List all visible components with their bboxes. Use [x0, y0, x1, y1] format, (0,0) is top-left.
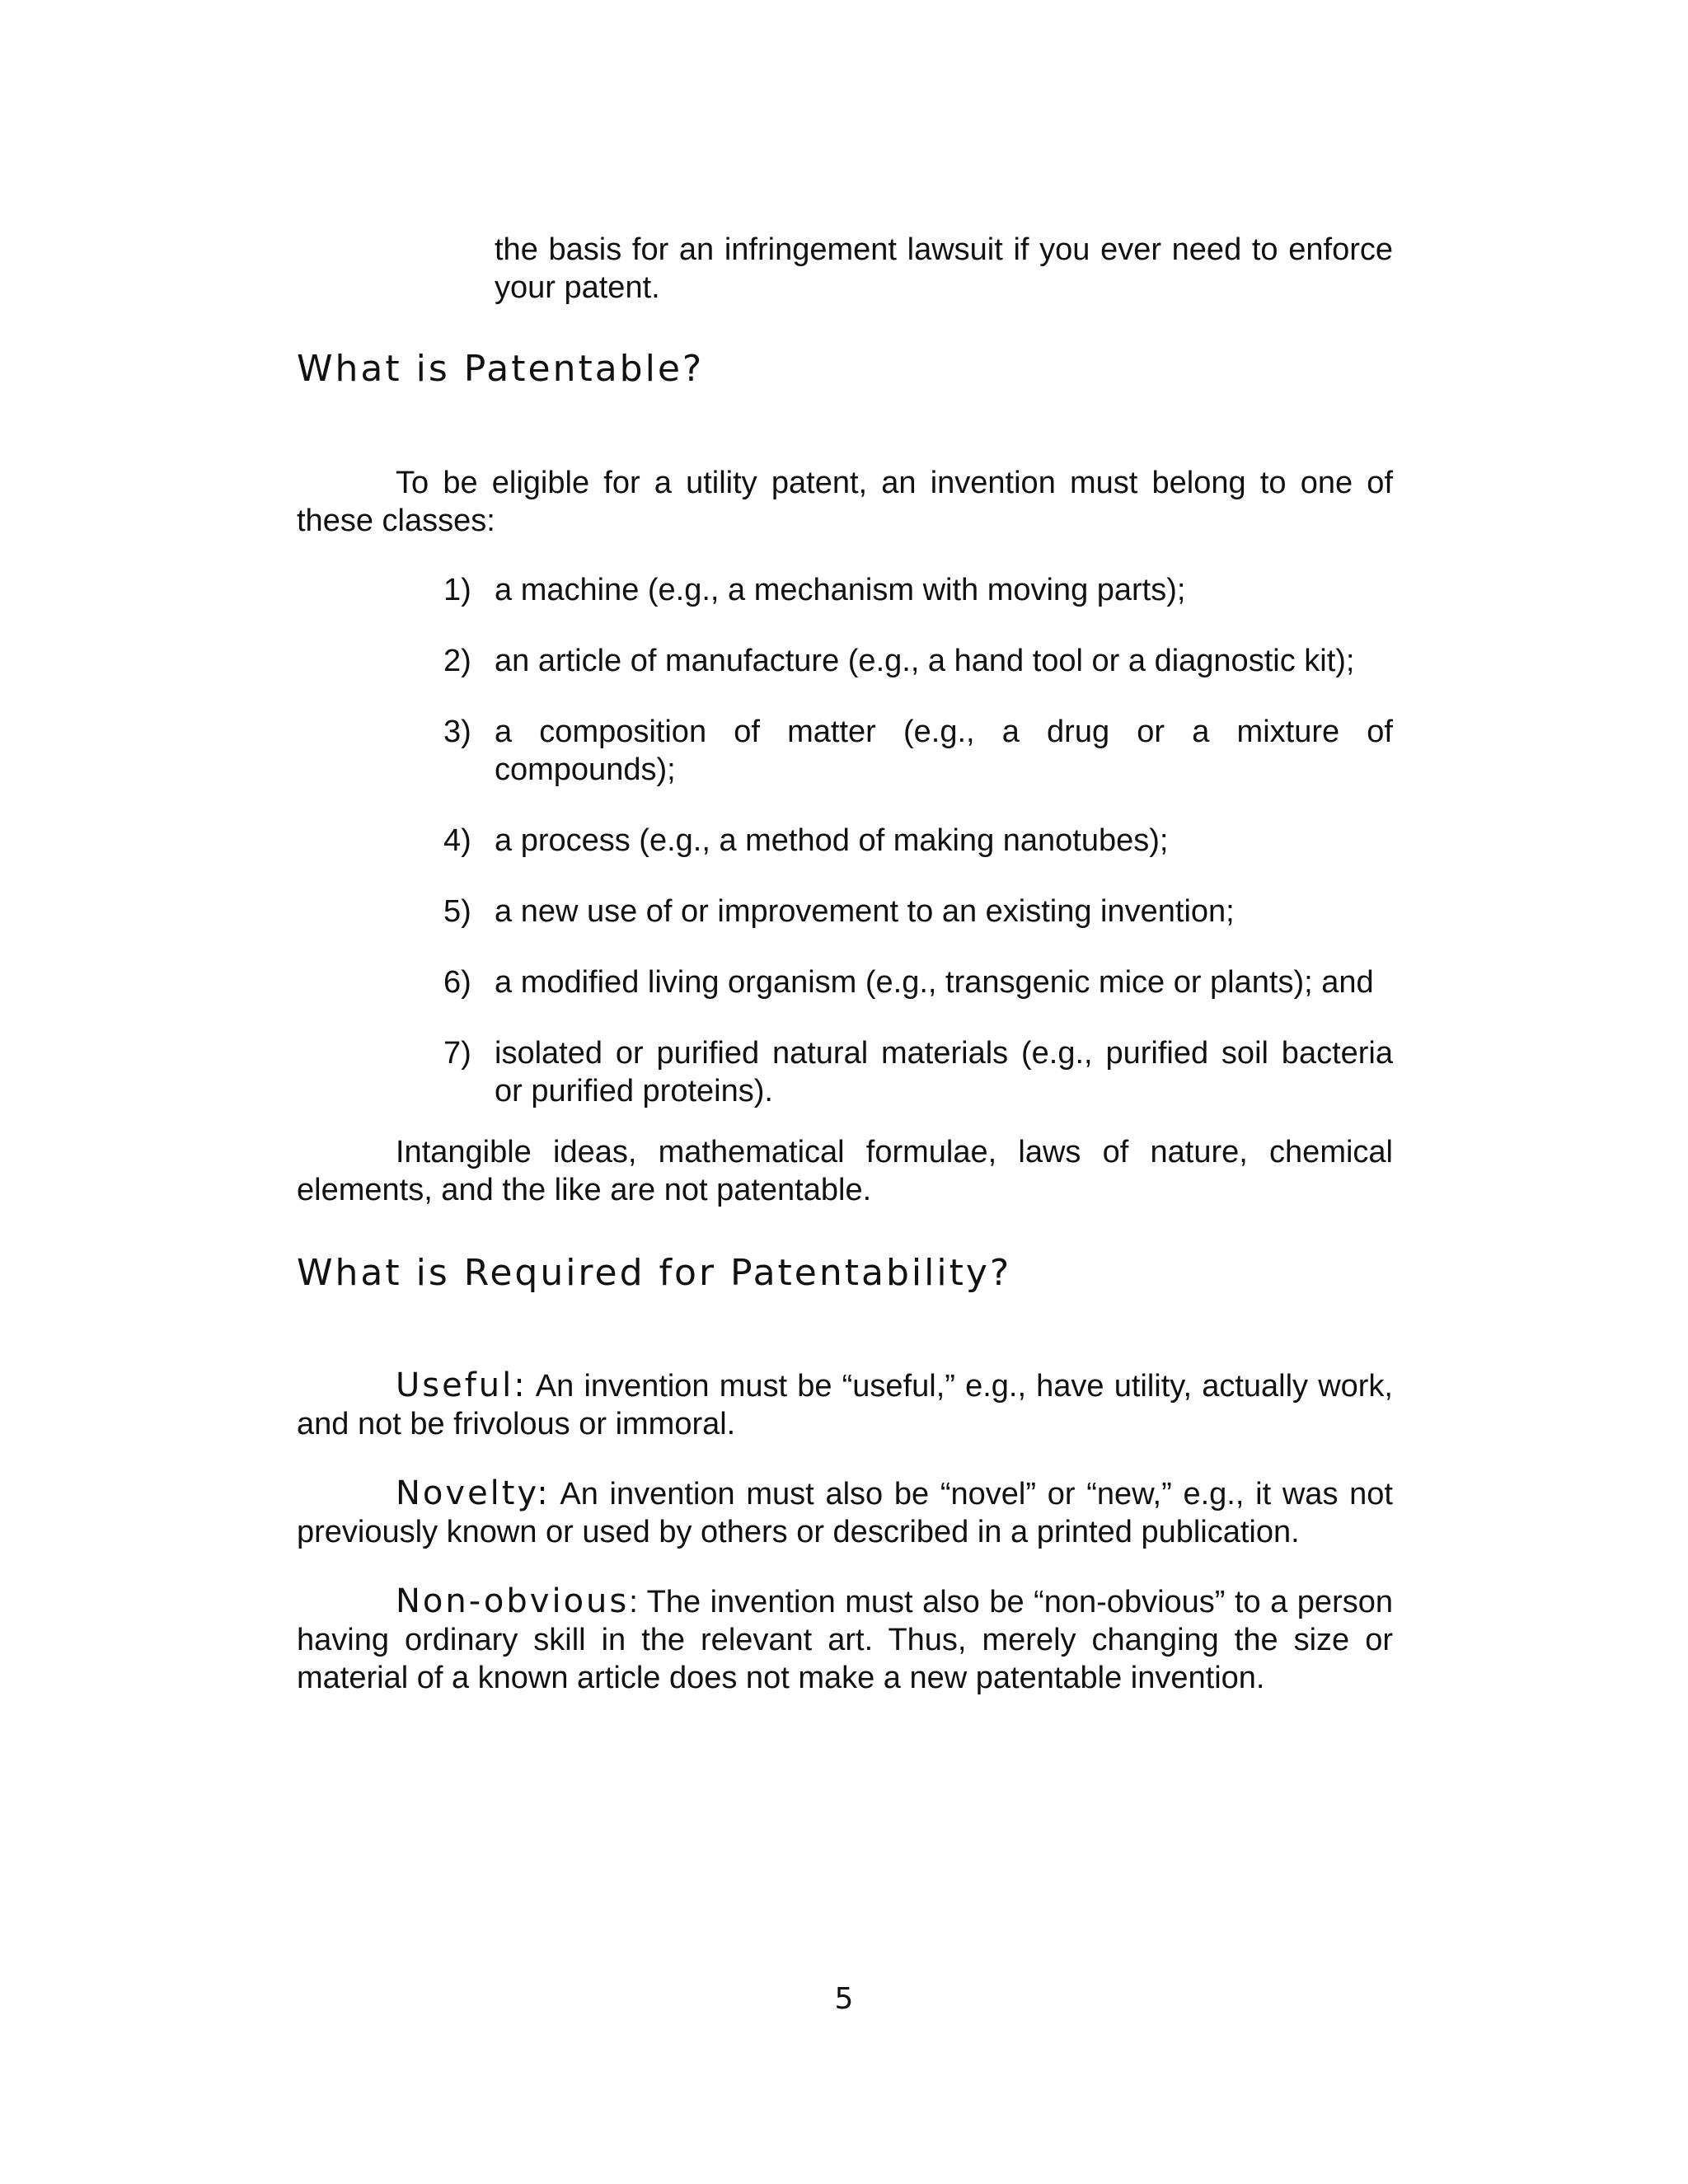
requirement-novelty [297, 1474, 1393, 1551]
intro-continuation: the basis for an infringement lawsuit if you ever need to enforce your patent. [495, 232, 1393, 305]
section-heading-requirements: What is Required for Patentability? [297, 1252, 1012, 1294]
patentable-classes-list [443, 571, 1393, 1110]
requirement-useful [297, 1366, 1393, 1443]
list-item: 3) a composition of matter (e.g., a drug or a mixture of compounds); [443, 715, 1393, 787]
requirement-non-obvious [297, 1582, 1393, 1697]
list-item: 6) a modified living organism (e.g., transgenic mice or plants); and [443, 965, 1374, 1000]
requirement-term: Novelty: [396, 1474, 551, 1512]
list-item: 2) an article of manufacture (e.g., a hand tool or a diagnostic kit); [443, 644, 1355, 678]
requirement-text: : The invention must also be “non-obvious” to a person having ordinary skill in the relevant art. Thus, merely changing the size or material of a known article does not make a new patentable invention. [297, 1585, 1393, 1695]
section-heading-patentable: What is Patentable? [297, 348, 705, 390]
page-number: 5 [834, 1982, 854, 2016]
requirement-text: An invention must be “useful,” e.g., have utility, actually work, and not be frivolous or immoral. [297, 1369, 1393, 1441]
section1-intro: To be eligible for a utility patent, an invention must belong to one of these classes: [297, 466, 1393, 538]
page-content [297, 231, 1393, 1697]
list-item: 4) a process (e.g., a method of making nanotubes); [443, 823, 1169, 858]
requirement-term: Useful: [396, 1366, 528, 1404]
list-item: 7) isolated or purified natural materials (e.g., purified soil bacteria or purified proteins). [443, 1036, 1393, 1108]
section1-closing: Intangible ideas, mathematical formulae, laws of nature, chemical elements, and the like are not patentable. [297, 1135, 1393, 1207]
requirement-term: Non-obvious [396, 1582, 630, 1620]
requirement-text: An invention must also be “novel” or “new,” e.g., it was not previously known or used by others or described in a printed publication. [297, 1477, 1393, 1549]
list-item: 1) a machine (e.g., a mechanism with moving parts); [443, 573, 1186, 607]
list-item: 5) a new use of or improvement to an existing invention; [443, 894, 1235, 929]
